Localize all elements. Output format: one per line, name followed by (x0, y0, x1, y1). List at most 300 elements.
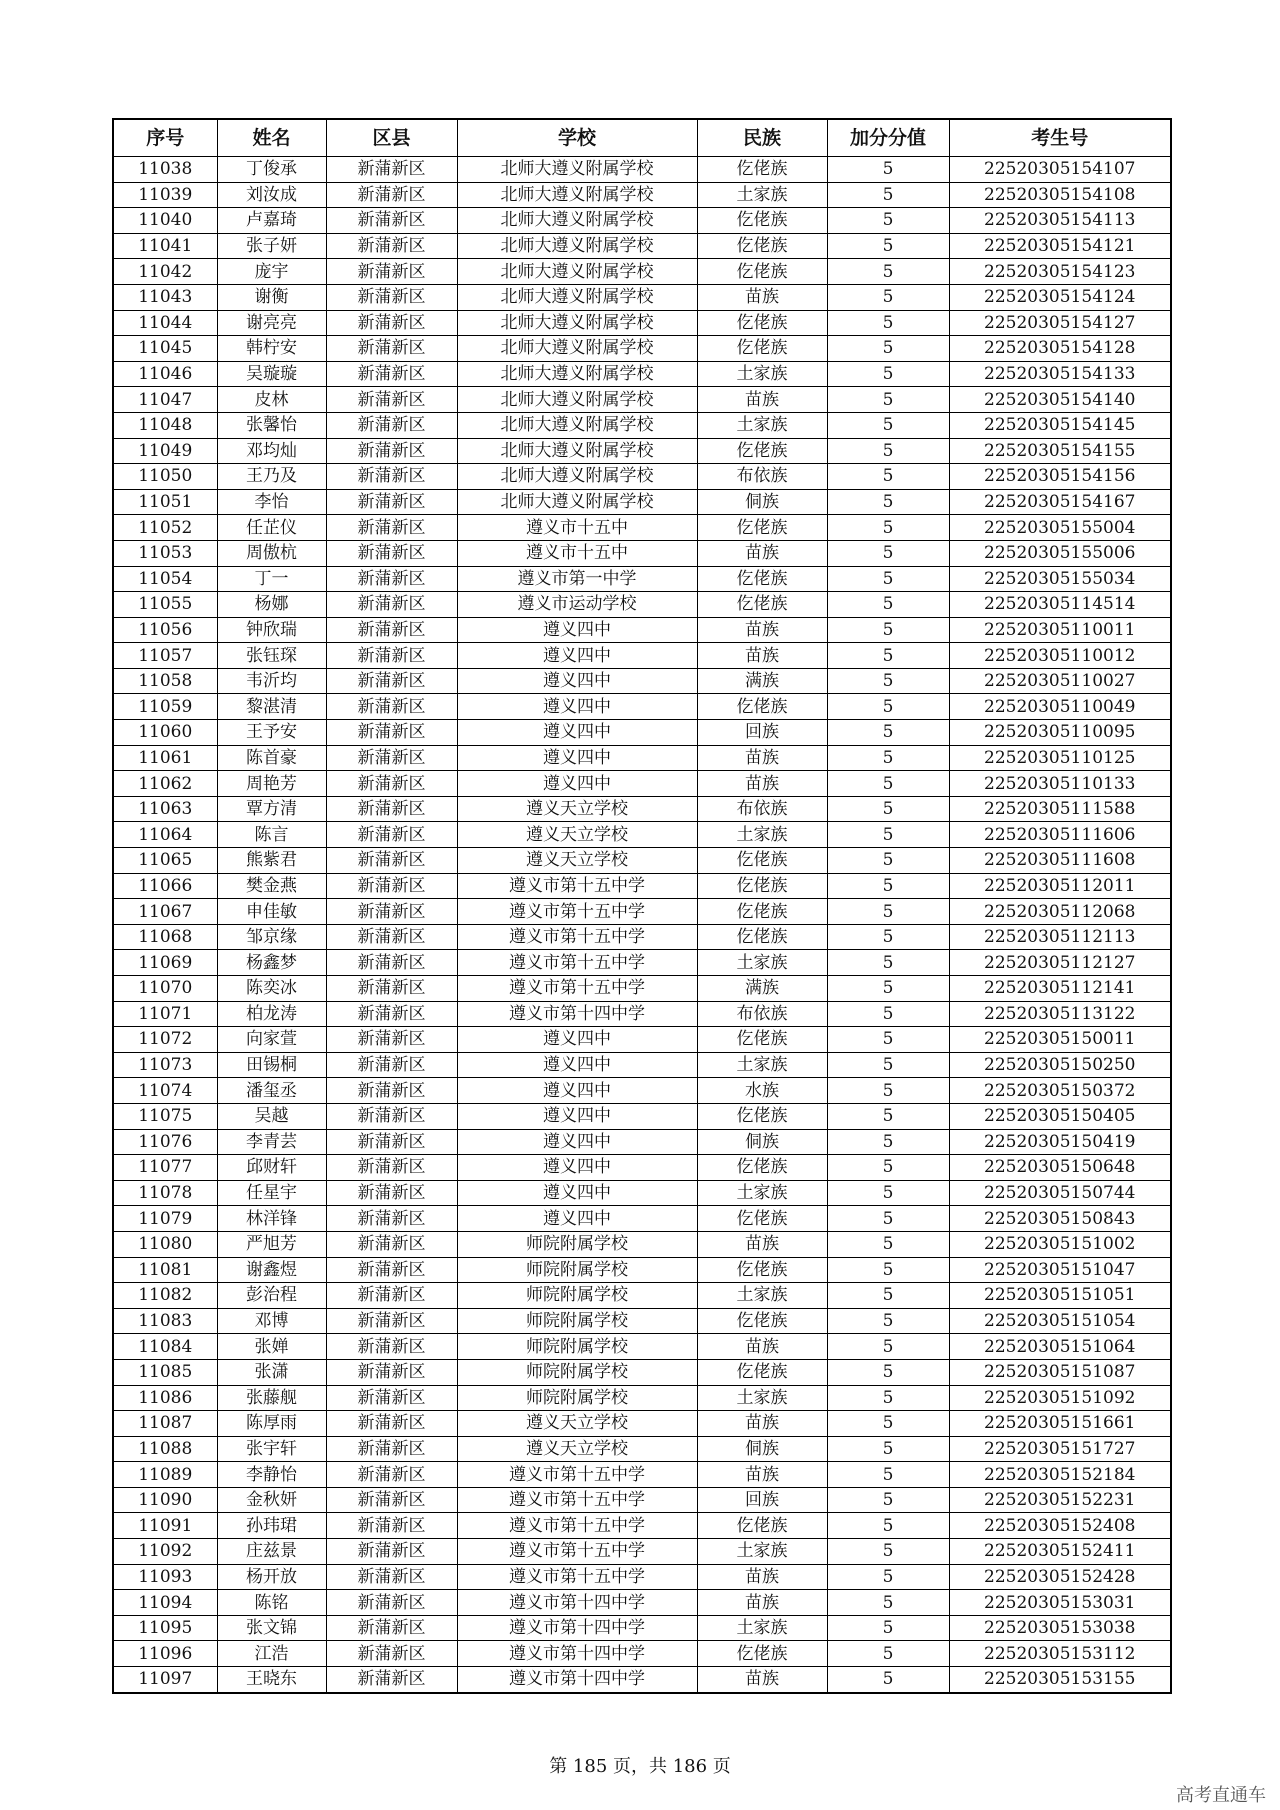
cell-bonus: 5 (827, 848, 949, 874)
cell-bonus: 5 (827, 694, 949, 720)
cell-exam-number: 22520305114514 (949, 592, 1171, 618)
cell-index: 11050 (113, 464, 217, 490)
cell-school: 遵义四中 (457, 771, 697, 797)
cell-district: 新蒲新区 (326, 1206, 457, 1232)
cell-school: 北师大遵义附属学校 (457, 182, 697, 208)
cell-exam-number: 22520305112127 (949, 950, 1171, 976)
cell-school: 师院附属学校 (457, 1308, 697, 1334)
cell-ethnicity: 苗族 (697, 387, 827, 413)
cell-ethnicity: 苗族 (697, 1667, 827, 1693)
cell-name: 周傲杭 (217, 540, 326, 566)
cell-bonus: 5 (827, 1283, 949, 1309)
page-number-footer: 第 185 页，共 186 页 (549, 1756, 731, 1777)
cell-exam-number: 22520305154124 (949, 284, 1171, 310)
header-cell-ethnicity: 民族 (697, 119, 827, 157)
cell-index: 11073 (113, 1052, 217, 1078)
cell-ethnicity: 仡佬族 (697, 1027, 827, 1053)
cell-bonus: 5 (827, 1103, 949, 1129)
cell-name: 杨娜 (217, 592, 326, 618)
cell-district: 新蒲新区 (326, 873, 457, 899)
cell-school: 遵义市第十四中学 (457, 1641, 697, 1667)
cell-bonus: 5 (827, 464, 949, 490)
cell-bonus: 5 (827, 822, 949, 848)
cell-exam-number: 22520305153112 (949, 1641, 1171, 1667)
cell-exam-number: 22520305152184 (949, 1462, 1171, 1488)
cell-ethnicity: 满族 (697, 976, 827, 1002)
cell-exam-number: 22520305153155 (949, 1667, 1171, 1693)
cell-ethnicity: 苗族 (697, 643, 827, 669)
cell-ethnicity: 满族 (697, 668, 827, 694)
table-row (113, 1615, 1171, 1641)
cell-index: 11074 (113, 1078, 217, 1104)
cell-index: 11052 (113, 515, 217, 541)
cell-index: 11079 (113, 1206, 217, 1232)
table-row (113, 899, 1171, 925)
cell-name: 覃方清 (217, 796, 326, 822)
cell-district: 新蒲新区 (326, 1615, 457, 1641)
table-row (113, 1129, 1171, 1155)
cell-ethnicity: 仡佬族 (697, 899, 827, 925)
table-row (113, 1436, 1171, 1462)
cell-name: 任芷仪 (217, 515, 326, 541)
cell-exam-number: 22520305154128 (949, 336, 1171, 362)
cell-school: 遵义四中 (457, 1206, 697, 1232)
cell-school: 师院附属学校 (457, 1334, 697, 1360)
cell-ethnicity: 侗族 (697, 1129, 827, 1155)
cell-district: 新蒲新区 (326, 1539, 457, 1565)
cell-district: 新蒲新区 (326, 1564, 457, 1590)
cell-bonus: 5 (827, 1257, 949, 1283)
cell-bonus: 5 (827, 566, 949, 592)
cell-ethnicity: 仡佬族 (697, 1155, 827, 1181)
cell-ethnicity: 布依族 (697, 464, 827, 490)
cell-ethnicity: 仡佬族 (697, 208, 827, 234)
table-row (113, 1180, 1171, 1206)
header-cell-name: 姓名 (217, 119, 326, 157)
cell-exam-number: 22520305154140 (949, 387, 1171, 413)
cell-school: 遵义市第十四中学 (457, 1615, 697, 1641)
table-row (113, 1359, 1171, 1385)
table-row (113, 771, 1171, 797)
table-row (113, 950, 1171, 976)
cell-ethnicity: 土家族 (697, 361, 827, 387)
cell-exam-number: 22520305151054 (949, 1308, 1171, 1334)
cell-bonus: 5 (827, 1667, 949, 1693)
cell-bonus: 5 (827, 1411, 949, 1437)
cell-school: 遵义四中 (457, 1155, 697, 1181)
cell-index: 11058 (113, 668, 217, 694)
cell-ethnicity: 仡佬族 (697, 1103, 827, 1129)
table-row (113, 182, 1171, 208)
cell-district: 新蒲新区 (326, 1487, 457, 1513)
cell-name: 庄兹景 (217, 1539, 326, 1565)
cell-name: 潘玺丞 (217, 1078, 326, 1104)
cell-index: 11039 (113, 182, 217, 208)
table-row (113, 745, 1171, 771)
cell-name: 皮林 (217, 387, 326, 413)
cell-school: 北师大遵义附属学校 (457, 438, 697, 464)
cell-district: 新蒲新区 (326, 1103, 457, 1129)
table-row (113, 310, 1171, 336)
cell-bonus: 5 (827, 233, 949, 259)
cell-name: 任星宇 (217, 1180, 326, 1206)
cell-ethnicity: 苗族 (697, 1334, 827, 1360)
cell-exam-number: 22520305152428 (949, 1564, 1171, 1590)
cell-school: 北师大遵义附属学校 (457, 361, 697, 387)
cell-school: 北师大遵义附属学校 (457, 412, 697, 438)
cell-index: 11076 (113, 1129, 217, 1155)
table-row (113, 412, 1171, 438)
table-row (113, 1667, 1171, 1693)
cell-bonus: 5 (827, 1462, 949, 1488)
cell-exam-number: 22520305150405 (949, 1103, 1171, 1129)
cell-district: 新蒲新区 (326, 694, 457, 720)
cell-name: 陈言 (217, 822, 326, 848)
cell-district: 新蒲新区 (326, 643, 457, 669)
cell-school: 遵义四中 (457, 745, 697, 771)
cell-bonus: 5 (827, 361, 949, 387)
cell-ethnicity: 苗族 (697, 617, 827, 643)
cell-district: 新蒲新区 (326, 771, 457, 797)
cell-school: 遵义四中 (457, 643, 697, 669)
cell-ethnicity: 侗族 (697, 1436, 827, 1462)
cell-district: 新蒲新区 (326, 310, 457, 336)
cell-exam-number: 22520305154145 (949, 412, 1171, 438)
cell-bonus: 5 (827, 208, 949, 234)
cell-exam-number: 22520305155004 (949, 515, 1171, 541)
cell-name: 张子妍 (217, 233, 326, 259)
header-cell-school: 学校 (457, 119, 697, 157)
cell-school: 遵义四中 (457, 1103, 697, 1129)
cell-index: 11048 (113, 412, 217, 438)
table-row (113, 1590, 1171, 1616)
cell-index: 11088 (113, 1436, 217, 1462)
table-row (113, 1155, 1171, 1181)
cell-bonus: 5 (827, 950, 949, 976)
cell-index: 11068 (113, 924, 217, 950)
cell-bonus: 5 (827, 1078, 949, 1104)
cell-district: 新蒲新区 (326, 182, 457, 208)
cell-index: 11055 (113, 592, 217, 618)
cell-exam-number: 22520305151727 (949, 1436, 1171, 1462)
table-row (113, 284, 1171, 310)
cell-district: 新蒲新区 (326, 412, 457, 438)
cell-district: 新蒲新区 (326, 1411, 457, 1437)
cell-bonus: 5 (827, 157, 949, 183)
cell-bonus: 5 (827, 1539, 949, 1565)
cell-school: 遵义四中 (457, 1027, 697, 1053)
table-row (113, 1103, 1171, 1129)
cell-name: 卢嘉琦 (217, 208, 326, 234)
cell-index: 11041 (113, 233, 217, 259)
table-row (113, 1078, 1171, 1104)
cell-ethnicity: 水族 (697, 1078, 827, 1104)
cell-name: 孙玮珺 (217, 1513, 326, 1539)
cell-index: 11071 (113, 1001, 217, 1027)
cell-index: 11094 (113, 1590, 217, 1616)
cell-ethnicity: 仡佬族 (697, 1257, 827, 1283)
cell-exam-number: 22520305151002 (949, 1231, 1171, 1257)
cell-index: 11043 (113, 284, 217, 310)
cell-bonus: 5 (827, 438, 949, 464)
table-row (113, 1206, 1171, 1232)
cell-name: 彭治程 (217, 1283, 326, 1309)
cell-district: 新蒲新区 (326, 950, 457, 976)
cell-index: 11046 (113, 361, 217, 387)
cell-index: 11093 (113, 1564, 217, 1590)
cell-school: 北师大遵义附属学校 (457, 464, 697, 490)
cell-index: 11040 (113, 208, 217, 234)
cell-bonus: 5 (827, 668, 949, 694)
cell-ethnicity: 仡佬族 (697, 592, 827, 618)
cell-name: 王乃及 (217, 464, 326, 490)
cell-index: 11044 (113, 310, 217, 336)
table-row (113, 1027, 1171, 1053)
cell-index: 11057 (113, 643, 217, 669)
cell-bonus: 5 (827, 1385, 949, 1411)
cell-district: 新蒲新区 (326, 1385, 457, 1411)
cell-name: 吴越 (217, 1103, 326, 1129)
cell-bonus: 5 (827, 617, 949, 643)
cell-index: 11086 (113, 1385, 217, 1411)
table-row (113, 1231, 1171, 1257)
cell-name: 张宇轩 (217, 1436, 326, 1462)
cell-bonus: 5 (827, 1231, 949, 1257)
cell-name: 王晓东 (217, 1667, 326, 1693)
cell-index: 11072 (113, 1027, 217, 1053)
cell-index: 11067 (113, 899, 217, 925)
cell-school: 遵义天立学校 (457, 796, 697, 822)
cell-district: 新蒲新区 (326, 976, 457, 1002)
cell-name: 韦沂均 (217, 668, 326, 694)
cell-school: 遵义天立学校 (457, 822, 697, 848)
cell-name: 邓均灿 (217, 438, 326, 464)
cell-exam-number: 22520305110049 (949, 694, 1171, 720)
cell-name: 庞宇 (217, 259, 326, 285)
cell-school: 北师大遵义附属学校 (457, 310, 697, 336)
cell-district: 新蒲新区 (326, 1027, 457, 1053)
cell-school: 遵义市第十五中学 (457, 1564, 697, 1590)
cell-ethnicity: 仡佬族 (697, 310, 827, 336)
cell-ethnicity: 仡佬族 (697, 259, 827, 285)
cell-index: 11060 (113, 720, 217, 746)
cell-district: 新蒲新区 (326, 1231, 457, 1257)
cell-name: 陈铭 (217, 1590, 326, 1616)
cell-district: 新蒲新区 (326, 720, 457, 746)
cell-school: 遵义市第十五中学 (457, 1513, 697, 1539)
cell-school: 遵义市十五中 (457, 515, 697, 541)
table-row (113, 387, 1171, 413)
cell-index: 11078 (113, 1180, 217, 1206)
table-row (113, 233, 1171, 259)
cell-ethnicity: 仡佬族 (697, 1308, 827, 1334)
table-row (113, 1052, 1171, 1078)
cell-school: 北师大遵义附属学校 (457, 284, 697, 310)
cell-name: 申佳敏 (217, 899, 326, 925)
cell-school: 遵义四中 (457, 1129, 697, 1155)
cell-district: 新蒲新区 (326, 668, 457, 694)
cell-bonus: 5 (827, 771, 949, 797)
cell-bonus: 5 (827, 976, 949, 1002)
cell-ethnicity: 仡佬族 (697, 1206, 827, 1232)
cell-school: 师院附属学校 (457, 1231, 697, 1257)
cell-ethnicity: 仡佬族 (697, 336, 827, 362)
cell-school: 遵义天立学校 (457, 848, 697, 874)
cell-bonus: 5 (827, 643, 949, 669)
table-row (113, 1385, 1171, 1411)
header-cell-district: 区县 (326, 119, 457, 157)
table-row (113, 694, 1171, 720)
cell-bonus: 5 (827, 182, 949, 208)
cell-ethnicity: 仡佬族 (697, 848, 827, 874)
cell-district: 新蒲新区 (326, 1667, 457, 1693)
cell-district: 新蒲新区 (326, 745, 457, 771)
table-row (113, 515, 1171, 541)
cell-bonus: 5 (827, 1564, 949, 1590)
cell-index: 11065 (113, 848, 217, 874)
cell-ethnicity: 土家族 (697, 950, 827, 976)
cell-district: 新蒲新区 (326, 1641, 457, 1667)
cell-exam-number: 22520305110133 (949, 771, 1171, 797)
cell-bonus: 5 (827, 310, 949, 336)
header-cell-bonus: 加分分值 (827, 119, 949, 157)
cell-ethnicity: 仡佬族 (697, 1513, 827, 1539)
cell-school: 遵义市运动学校 (457, 592, 697, 618)
cell-exam-number: 22520305112113 (949, 924, 1171, 950)
table-row (113, 592, 1171, 618)
cell-index: 11056 (113, 617, 217, 643)
cell-bonus: 5 (827, 1180, 949, 1206)
cell-ethnicity: 苗族 (697, 284, 827, 310)
table-row (113, 259, 1171, 285)
cell-district: 新蒲新区 (326, 1513, 457, 1539)
cell-index: 11089 (113, 1462, 217, 1488)
cell-school: 遵义四中 (457, 617, 697, 643)
cell-district: 新蒲新区 (326, 1001, 457, 1027)
cell-index: 11087 (113, 1411, 217, 1437)
cell-exam-number: 22520305151092 (949, 1385, 1171, 1411)
cell-exam-number: 22520305153031 (949, 1590, 1171, 1616)
cell-index: 11080 (113, 1231, 217, 1257)
cell-district: 新蒲新区 (326, 208, 457, 234)
table-row (113, 464, 1171, 490)
cell-exam-number: 22520305110125 (949, 745, 1171, 771)
table-row (113, 617, 1171, 643)
cell-exam-number: 22520305154155 (949, 438, 1171, 464)
cell-school: 师院附属学校 (457, 1257, 697, 1283)
cell-exam-number: 22520305152408 (949, 1513, 1171, 1539)
cell-bonus: 5 (827, 1487, 949, 1513)
cell-index: 11045 (113, 336, 217, 362)
cell-district: 新蒲新区 (326, 387, 457, 413)
cell-ethnicity: 仡佬族 (697, 233, 827, 259)
cell-exam-number: 22520305150648 (949, 1155, 1171, 1181)
cell-school: 遵义市第十五中学 (457, 1487, 697, 1513)
cell-district: 新蒲新区 (326, 1334, 457, 1360)
cell-index: 11054 (113, 566, 217, 592)
cell-district: 新蒲新区 (326, 1180, 457, 1206)
table-row (113, 336, 1171, 362)
table-row (113, 489, 1171, 515)
cell-district: 新蒲新区 (326, 1078, 457, 1104)
table-row (113, 720, 1171, 746)
cell-school: 遵义四中 (457, 694, 697, 720)
table-row (113, 1334, 1171, 1360)
cell-bonus: 5 (827, 336, 949, 362)
cell-district: 新蒲新区 (326, 336, 457, 362)
cell-index: 11075 (113, 1103, 217, 1129)
cell-index: 11061 (113, 745, 217, 771)
cell-bonus: 5 (827, 924, 949, 950)
cell-exam-number: 22520305154156 (949, 464, 1171, 490)
cell-ethnicity: 苗族 (697, 1564, 827, 1590)
cell-district: 新蒲新区 (326, 899, 457, 925)
cell-bonus: 5 (827, 1155, 949, 1181)
cell-exam-number: 22520305153038 (949, 1615, 1171, 1641)
cell-bonus: 5 (827, 1001, 949, 1027)
cell-exam-number: 22520305113122 (949, 1001, 1171, 1027)
cell-name: 杨开放 (217, 1564, 326, 1590)
cell-bonus: 5 (827, 1206, 949, 1232)
cell-name: 丁一 (217, 566, 326, 592)
cell-exam-number: 22520305111606 (949, 822, 1171, 848)
cell-district: 新蒲新区 (326, 489, 457, 515)
cell-bonus: 5 (827, 540, 949, 566)
cell-district: 新蒲新区 (326, 1359, 457, 1385)
cell-index: 11084 (113, 1334, 217, 1360)
cell-name: 樊金燕 (217, 873, 326, 899)
cell-district: 新蒲新区 (326, 361, 457, 387)
cell-index: 11097 (113, 1667, 217, 1693)
cell-bonus: 5 (827, 1129, 949, 1155)
cell-exam-number: 22520305151064 (949, 1334, 1171, 1360)
cell-ethnicity: 苗族 (697, 1231, 827, 1257)
cell-name: 谢鑫煜 (217, 1257, 326, 1283)
table-row (113, 1283, 1171, 1309)
cell-school: 遵义四中 (457, 1078, 697, 1104)
cell-bonus: 5 (827, 720, 949, 746)
cell-school: 遵义市第十四中学 (457, 1667, 697, 1693)
cell-name: 陈厚雨 (217, 1411, 326, 1437)
cell-exam-number: 22520305151051 (949, 1283, 1171, 1309)
cell-bonus: 5 (827, 796, 949, 822)
cell-district: 新蒲新区 (326, 464, 457, 490)
cell-ethnicity: 土家族 (697, 182, 827, 208)
table-row (113, 873, 1171, 899)
table-row (113, 361, 1171, 387)
table-row (113, 1564, 1171, 1590)
cell-name: 熊紫君 (217, 848, 326, 874)
table-row (113, 1257, 1171, 1283)
cell-district: 新蒲新区 (326, 566, 457, 592)
cell-bonus: 5 (827, 259, 949, 285)
cell-index: 11095 (113, 1615, 217, 1641)
cell-exam-number: 22520305155006 (949, 540, 1171, 566)
cell-exam-number: 22520305154123 (949, 259, 1171, 285)
cell-school: 遵义市第十四中学 (457, 1590, 697, 1616)
cell-exam-number: 22520305152231 (949, 1487, 1171, 1513)
cell-ethnicity: 仡佬族 (697, 694, 827, 720)
table-row (113, 157, 1171, 183)
cell-ethnicity: 仡佬族 (697, 566, 827, 592)
cell-index: 11083 (113, 1308, 217, 1334)
cell-name: 向家萱 (217, 1027, 326, 1053)
cell-index: 11082 (113, 1283, 217, 1309)
cell-exam-number: 22520305112141 (949, 976, 1171, 1002)
table-row (113, 566, 1171, 592)
cell-name: 张文锦 (217, 1615, 326, 1641)
cell-bonus: 5 (827, 1052, 949, 1078)
